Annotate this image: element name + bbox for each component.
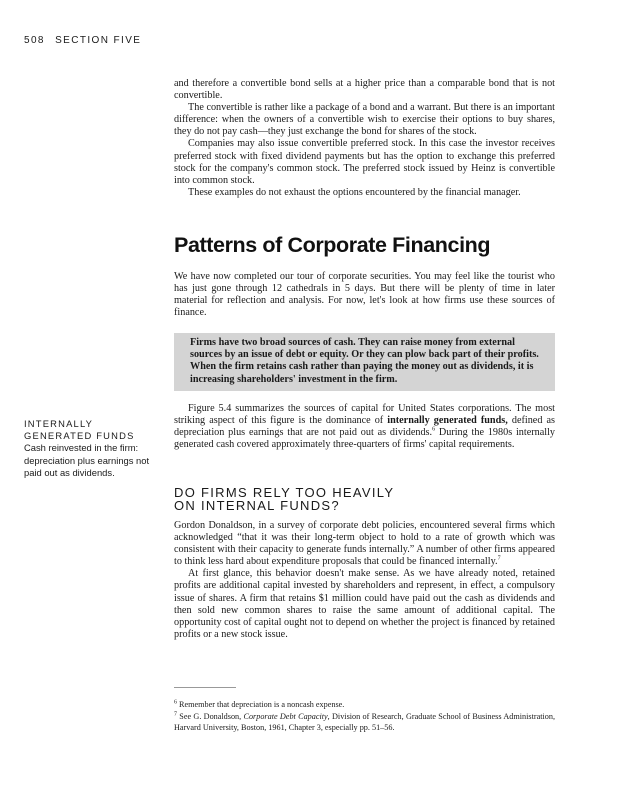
glossary-term: INTERNALLY xyxy=(24,418,94,429)
book-title: Corporate Debt Capacity xyxy=(243,712,328,721)
continued-text xyxy=(174,78,555,199)
margin-glossary xyxy=(24,418,159,479)
subheading: DO FIRMS RELY TOO HEAVILY ON INTERNAL FUNDS? xyxy=(174,485,395,513)
paragraph: These examples do not exhaust the options encountered by the financial manager. xyxy=(188,186,521,198)
key-term: internally generated funds, xyxy=(387,415,508,427)
footnote-ref: 7 xyxy=(497,555,501,562)
footnote-divider xyxy=(174,687,236,688)
paragraph: Gordon Donaldson, in a survey of corporate debt policies, encountered several firms which acknowledged “that it was their long-term object to hold to a rate of growth which was consistent with their capacity to generate funds internally.” A number of other firms appeared to think less hard about expenditure proposals that could be financed internally.$^7$ xyxy=(174,520,555,568)
section-title: Patterns of Corporate Financing xyxy=(174,233,491,257)
key-point-callout xyxy=(174,333,555,391)
paragraph: and therefore a convertible bond sells at a higher price than a comparable bond that is not convertible. xyxy=(174,78,555,102)
paragraph: At first glance, this behavior doesn't make sense. As we have already noted, retained profits are additional capital invested by shareholders and represent, in effect, a compulsory issue of shares. A firm that retains $1 million could have paid out the cash as dividends and then sold new common shares to raise the same amount of additional capital. The opportunity cost of capital ought not to depend on whether the project is financed by retained profits or a new stock issue. xyxy=(174,568,555,640)
glossary-term: GENERATED FUNDS xyxy=(24,430,135,442)
glossary-definition: Cash reinvested in the firm: depreciation plus earnings not paid out as dividends. xyxy=(24,442,150,478)
footnote-ref: 6 xyxy=(432,426,436,433)
body-text xyxy=(174,403,555,451)
paragraph: We have now completed our tour of corporate securities. You may feel like the tourist who has just gone through 12 cathedrals in 5 days. But there will be plenty of time in later material for reflection and analysis. For now, let's look at how firms use these sources of finance. xyxy=(174,271,555,319)
intro-text xyxy=(174,271,555,319)
footnote: $^6$ Remember that depreciation is a noncash expense. xyxy=(174,699,345,709)
footnote: $^7$ See G. Donaldson, Corporate Debt Capacity, Division of Research, Graduate School of Business Administration, Harvard University, Boston, 1961, Chapter 3, especially pp. 51–56. xyxy=(174,711,555,732)
running-header xyxy=(24,35,147,46)
section-label: SECTION FIVE xyxy=(55,35,142,46)
paragraph: Figure 5.4 summarizes the sources of capital for United States corporations. The most striking aspect of this figure is the dominance of internally generated funds, defined as depreciation plus earnings that are not paid out as dividends.$^6$ During the 1980s internally generated cash covered approximately three-quarters of firms' capital requirements. xyxy=(174,403,556,451)
body-text xyxy=(174,520,555,641)
paragraph: Companies may also issue convertible preferred stock. In this case the investor receives preferred stock with fixed dividend payments but has the option to exchange this preferred stock for the company's common stock. The preferred stock issued by Heinz is convertible into common stock. xyxy=(174,138,555,186)
page-number: 508 xyxy=(24,35,45,46)
paragraph: The convertible is rather like a package of a bond and a warrant. But there is an important difference: when the owners of a convertible wish to exercise their options to buy shares, they do not pay cash—they just exchange the bond for shares of the stock. xyxy=(174,102,555,138)
callout-text: Firms have two broad sources of cash. They can raise money from external sources by an issue of debt or equity. Or they can plow back part of their profits. When the firm retains cash rather than paying the money out as dividends, it is increasing shareholders' investment in the firm. xyxy=(190,337,539,385)
